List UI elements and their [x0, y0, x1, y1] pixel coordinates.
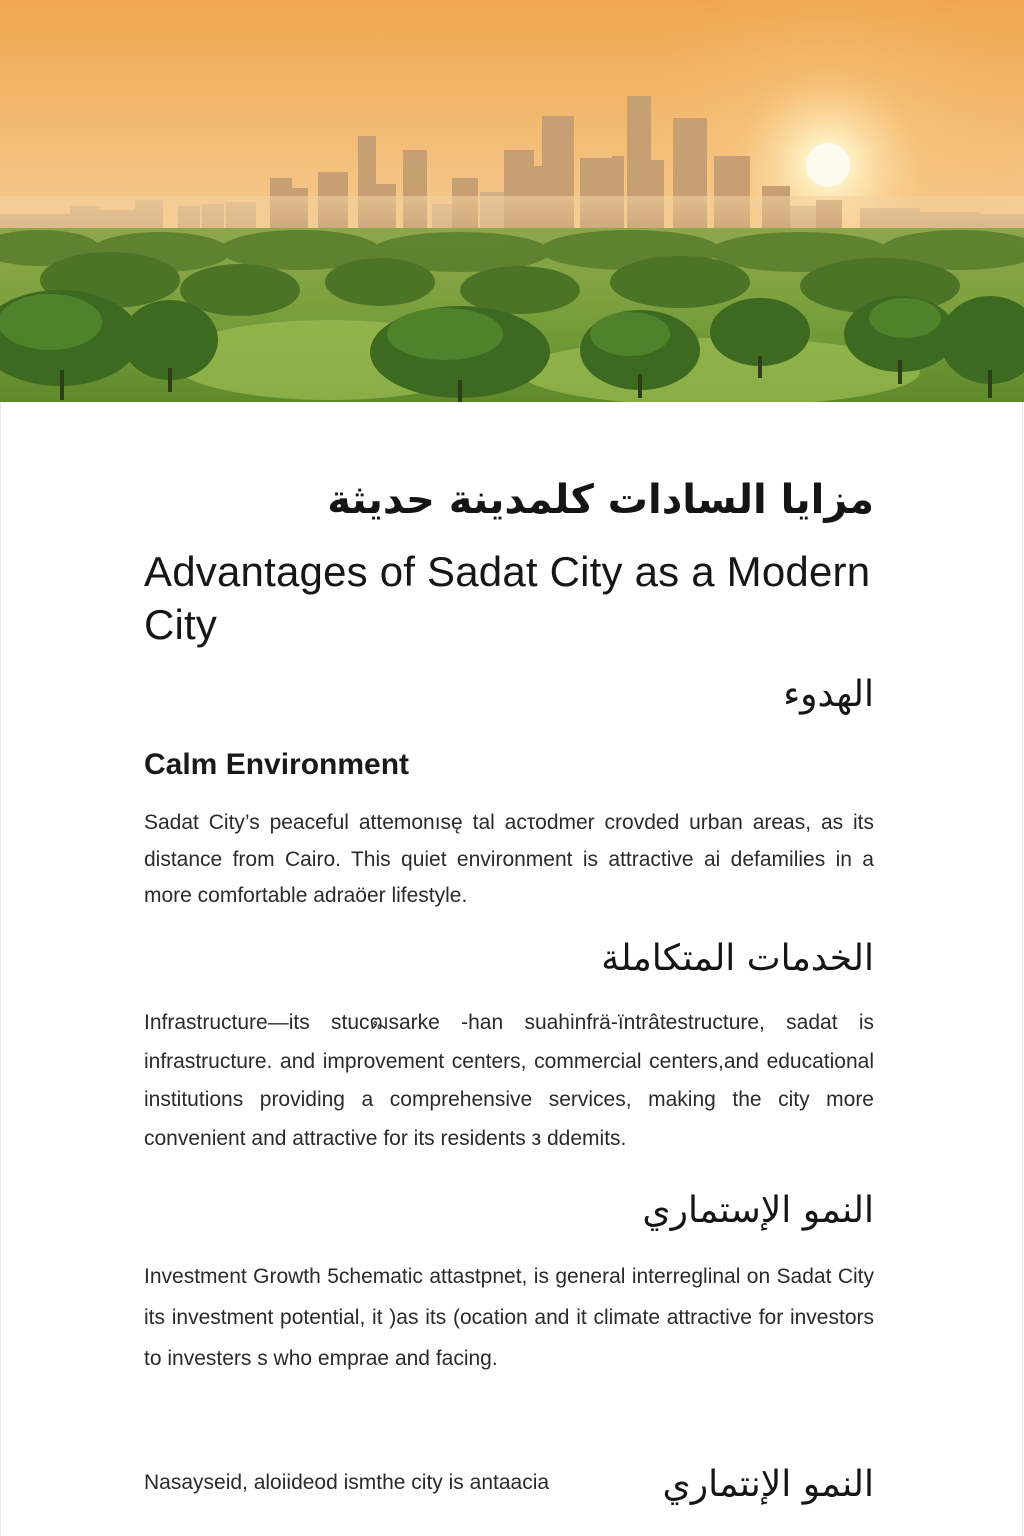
article-title-english: Advantages of Sadat City as a Modern City — [144, 548, 871, 648]
section-body-calm: Sadat City’s peaceful attemonısę tal acτodmer crovded urban areas, as its distance from Cairo. This quiet environment is attractive ai defamilies in a more comfortable adraöer lifestyle. — [144, 811, 874, 907]
page-border-right — [1022, 402, 1023, 1536]
section-body-investment: Investment Growth 5chematic attastpnet, is general interreglinal on Sadat City its investment potential, it )as its (ocation and it climate attractive for investors to investers s who emprae and facing. — [144, 1265, 874, 1370]
hero-image — [0, 0, 1024, 402]
page-border-left — [0, 402, 1, 1536]
section-body-services: Infrastructure—its stucฒsarke -han suahinfrä-ïntrâtestructure, sadat is infrastructure. and improvement centers, commercial centers,and educational institutions providing a comprehensive services, making the city more convenient and attractive for its residents з ddemits. — [144, 1011, 874, 1150]
footer-heading-arabic: النمو الإنتماري — [662, 1464, 874, 1505]
footer-row — [144, 1462, 874, 1508]
footer-text-english: Nasayseid, aloiideod ismthe city is antaacia — [144, 1471, 550, 1494]
section-heading-calm-arabic: الهدوء — [783, 674, 874, 715]
section-heading-calm-english: Calm Environment — [144, 748, 410, 781]
section-heading-investment-arabic: النمو الإستماري — [642, 1190, 874, 1231]
article-title-arabic: مزايا السادات كلمدينة حديثة — [327, 477, 874, 523]
section-heading-services-arabic: الخدمات المتكاملة — [601, 938, 874, 979]
city-skyline-sunrise-image — [0, 0, 1024, 402]
